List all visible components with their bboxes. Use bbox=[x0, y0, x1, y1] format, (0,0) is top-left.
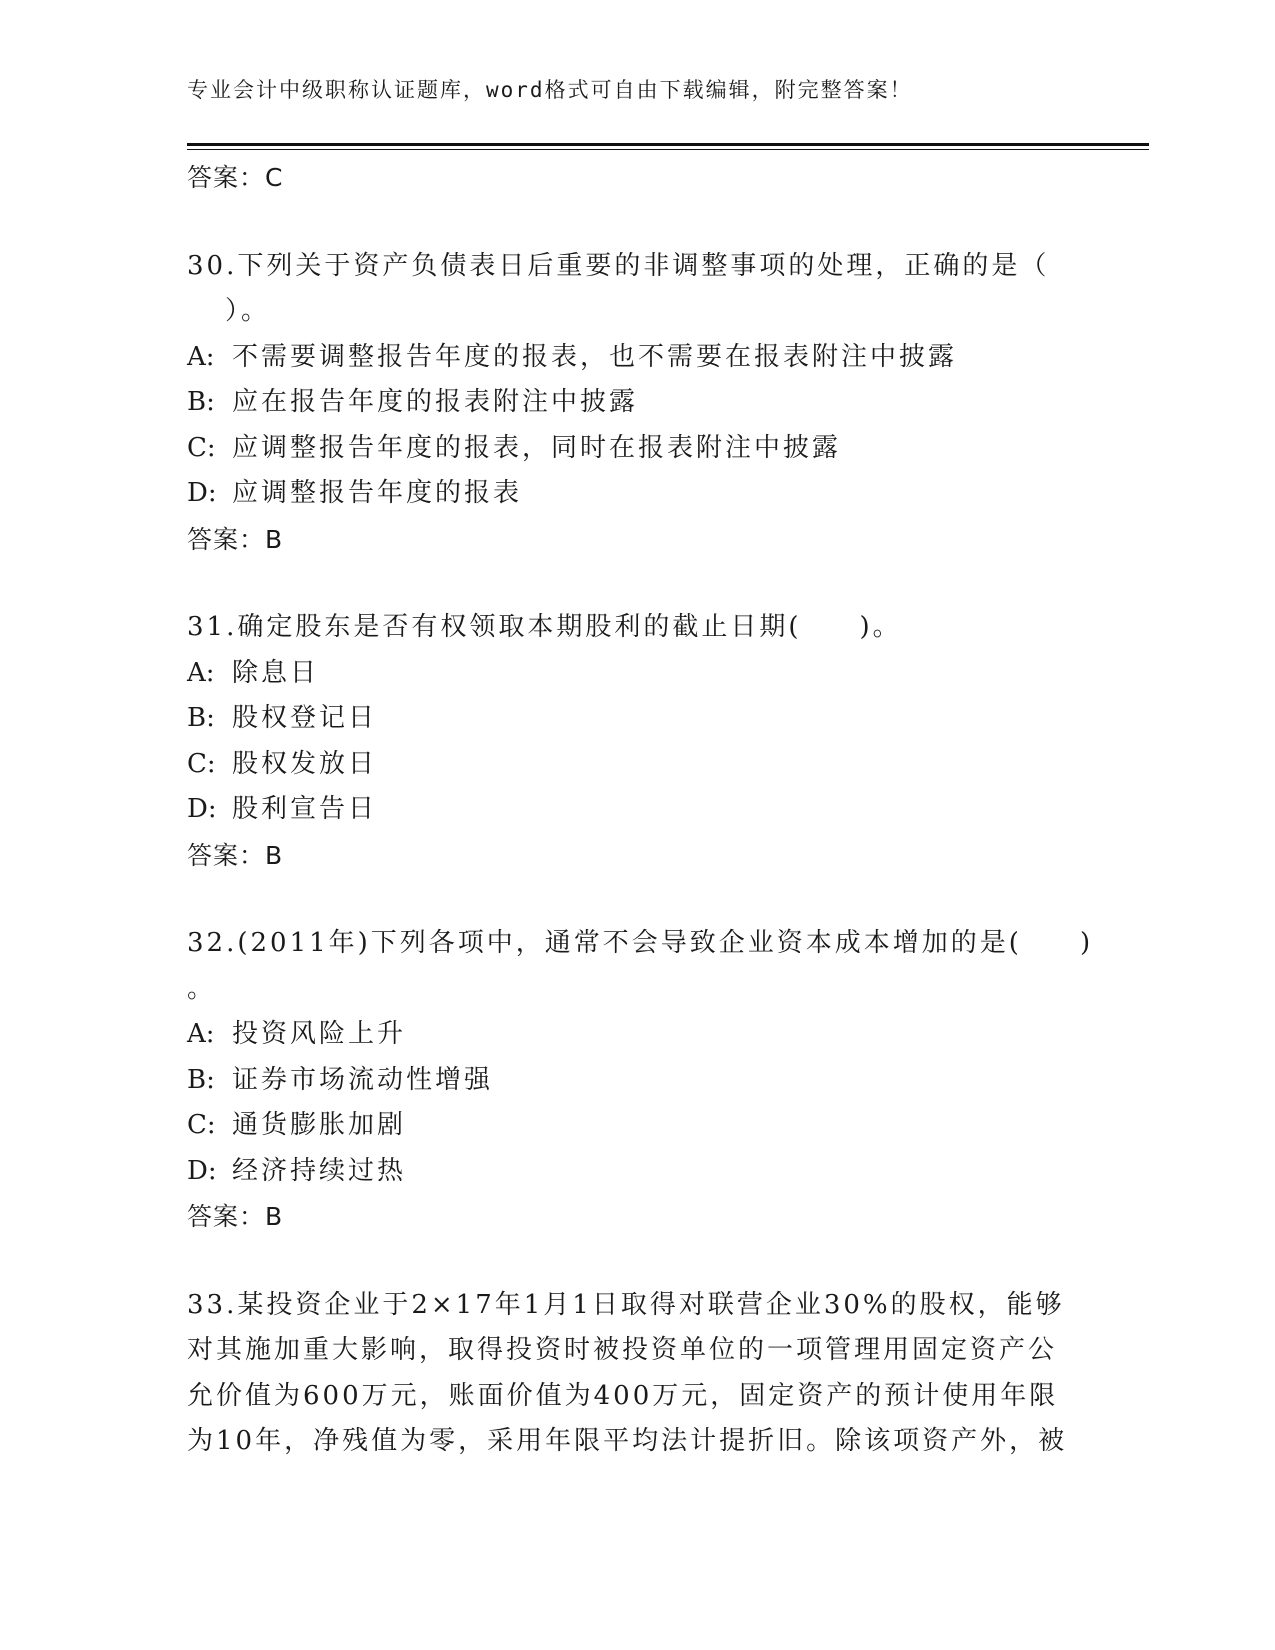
option-c bbox=[187, 1103, 1087, 1149]
option-text: 证券市场流动性增强 bbox=[232, 1064, 494, 1095]
option-label: B: bbox=[187, 387, 215, 417]
question-stem-continuation: 为10年，净残值为零，采用年限平均法计提折旧。除该项资产外，被 bbox=[187, 1426, 1068, 1456]
option-a bbox=[187, 651, 1087, 697]
option-label: C: bbox=[187, 1110, 216, 1140]
option-d bbox=[187, 787, 1087, 833]
option-text: 股利宣告日 bbox=[232, 794, 378, 824]
question-stem: 33.某投资企业于2×17年1月1日取得对联营企业30%的股权，能够 bbox=[187, 1289, 1065, 1320]
option-label: B: bbox=[187, 1064, 215, 1095]
option-label: A: bbox=[187, 341, 215, 372]
option-text: 不需要调整报告年度的报表，也不需要在报表附注中披露 bbox=[232, 341, 958, 372]
option-a bbox=[187, 1012, 1087, 1058]
header-divider-thick bbox=[187, 143, 1149, 146]
question-stem: 32.(2011年)下列各项中，通常不会导致企业资本成本增加的是( ) bbox=[187, 928, 1094, 958]
option-b bbox=[187, 696, 1087, 742]
document-body bbox=[187, 155, 1094, 1465]
question-stem-continuation: 。 bbox=[187, 973, 217, 1004]
question-block bbox=[187, 244, 1087, 563]
question-stem: 31.确定股东是否有权领取本期股利的截止日期( )。 bbox=[187, 612, 902, 642]
option-c bbox=[187, 742, 1087, 788]
answer-line: 答案：B bbox=[187, 1202, 284, 1231]
option-label: D: bbox=[187, 1155, 217, 1186]
option-text: 投资风险上升 bbox=[232, 1019, 407, 1049]
option-text: 经济持续过热 bbox=[232, 1155, 407, 1186]
question-block bbox=[187, 605, 1087, 878]
answer-line: 答案：B bbox=[187, 524, 284, 554]
option-text: 应调整报告年度的报表，同时在报表附注中披露 bbox=[232, 432, 842, 463]
option-text: 股权登记日 bbox=[232, 703, 378, 733]
option-c bbox=[187, 426, 1087, 472]
option-text: 通货膨胀加剧 bbox=[232, 1110, 407, 1140]
option-b bbox=[187, 380, 1087, 426]
option-label: B: bbox=[187, 703, 215, 733]
option-text: 应在报告年度的报表附注中披露 bbox=[232, 387, 639, 417]
option-text: 除息日 bbox=[232, 657, 320, 688]
answer-line: 答案：B bbox=[187, 840, 284, 870]
option-d bbox=[187, 1149, 1087, 1195]
option-label: A: bbox=[187, 657, 215, 688]
question-stem-continuation: ）。 bbox=[225, 296, 271, 326]
option-label: D: bbox=[187, 794, 217, 824]
option-label: C: bbox=[187, 748, 216, 779]
question-stem: 30.下列关于资产负债表日后重要的非调整事项的处理，正确的是（ bbox=[187, 250, 1050, 281]
option-label: D: bbox=[187, 478, 217, 508]
option-label: C: bbox=[187, 432, 216, 463]
option-text: 股权发放日 bbox=[232, 748, 378, 779]
option-b bbox=[187, 1058, 1087, 1104]
question-stem-continuation: 对其施加重大影响，取得投资时被投资单位的一项管理用固定资产公 bbox=[187, 1335, 1058, 1365]
page-header: 专业会计中级职称认证题库，word格式可自由下载编辑，附完整答案！ bbox=[187, 78, 913, 102]
question-block bbox=[187, 921, 1094, 1240]
question-block bbox=[187, 1283, 1087, 1465]
question-stem-continuation: 允价值为600万元，账面价值为400万元，固定资产的预计使用年限 bbox=[187, 1380, 1059, 1411]
option-a bbox=[187, 335, 1087, 381]
option-text: 应调整报告年度的报表 bbox=[232, 478, 523, 508]
option-label: A: bbox=[187, 1019, 215, 1049]
answer-line: 答案：C bbox=[187, 163, 284, 192]
header-divider-thin bbox=[187, 149, 1149, 150]
option-d bbox=[187, 471, 1087, 517]
